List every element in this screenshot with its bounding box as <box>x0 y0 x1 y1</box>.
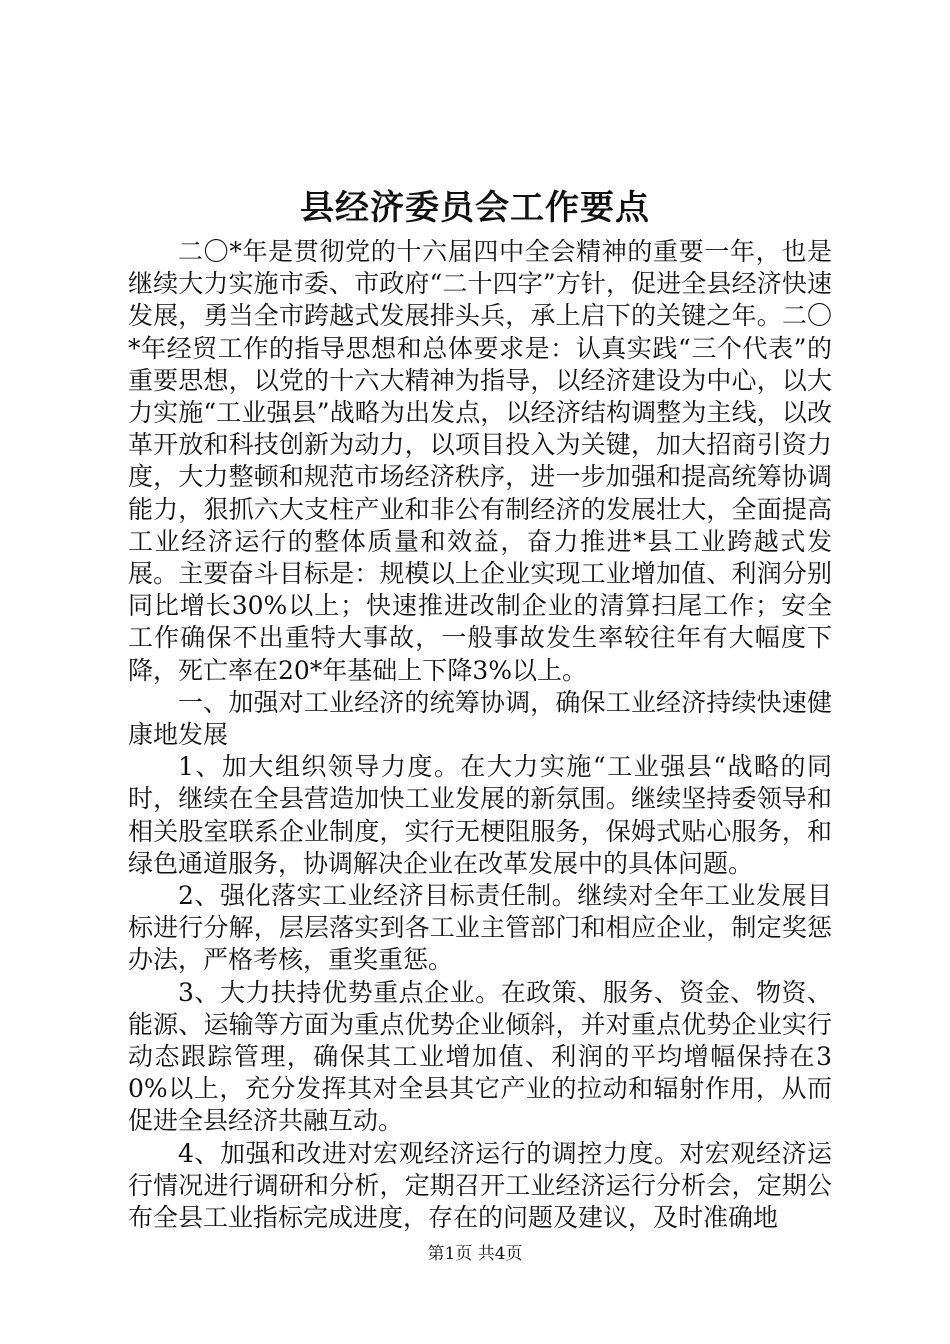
document-body <box>128 236 832 1234</box>
document-title: 县经济委员会工作要点 <box>300 188 650 228</box>
section-heading-1: 一、加强对工业经济的统筹协调，确保工业经济持续快速健康地发展 <box>128 687 832 750</box>
page-number-footer: 第1页 共4页 <box>427 1244 523 1264</box>
paragraph-item-4: 4、加强和改进对宏观经济运行的调控力度。对宏观经济运行情况进行调研和分析，定期召开工业经济运行分析会，定期公布全县工业指标完成进度，存在的问题及建议，及时准确地 <box>128 1138 832 1233</box>
paragraph-item-1: 1、加大组织领导力度。在大力实施“工业强县“战略的同时，继续在全县营造加快工业发展的新氛围。继续坚持委领导和相关股室联系企业制度，实行无梗阻服务，保姆式贴心服务，和绿色通道服务，协调解决企业在改革发展中的具体问题。 <box>128 752 832 878</box>
paragraph-intro: 二〇*年是贯彻党的十六届四中全会精神的重要一年，也是继续大力实施市委、市政府“二十四字”方针，促进全县经济快速发展，勇当全市跨越式发展排头兵，承上启下的关键之年。二〇*年经贸工作的指导思想和总体要求是：认真实践“三个代表”的重要思想，以党的十六大精神为指导，以经济建设为中心，以大力实施“工业强县”战略为出发点，以经济结构调整为主线，以改革开放和科技创新为动力，以项目投入为关键，加大招商引资力度，大力整顿和规范市场经济秩序，进一步加强和提高统筹协调能力，狠抓六大支柱产业和非公有制经济的发展壮大，全面提高工业经济运行的整体质量和效益，奋力推进*县工业跨越式发展。主要奋斗目标是：规模以上企业实现工业增加值、利润分别同比增长30%以上；快速推进改制企业的清算扫尾工作；安全工作确保不出重特大事故，一般事故发生率较往年有大幅度下降，死亡率在20*年基础上下降3%以上。 <box>128 237 832 685</box>
paragraph-item-2: 2、强化落实工业经济目标责任制。继续对全年工业发展目标进行分解，层层落实到各工业主管部门和相应企业，制定奖惩办法，严格考核，重奖重惩。 <box>128 881 832 975</box>
paragraph-item-3: 3、大力扶持优势重点企业。在政策、服务、资金、物资、能源、运输等方面为重点优势企业倾斜，并对重点优势企业实行动态跟踪管理，确保其工业增加值、利润的平均增幅保持在30%以上，充分发挥其对全县其它产业的拉动和辐射作用，从而促进全县经济共融互动。 <box>128 977 832 1136</box>
